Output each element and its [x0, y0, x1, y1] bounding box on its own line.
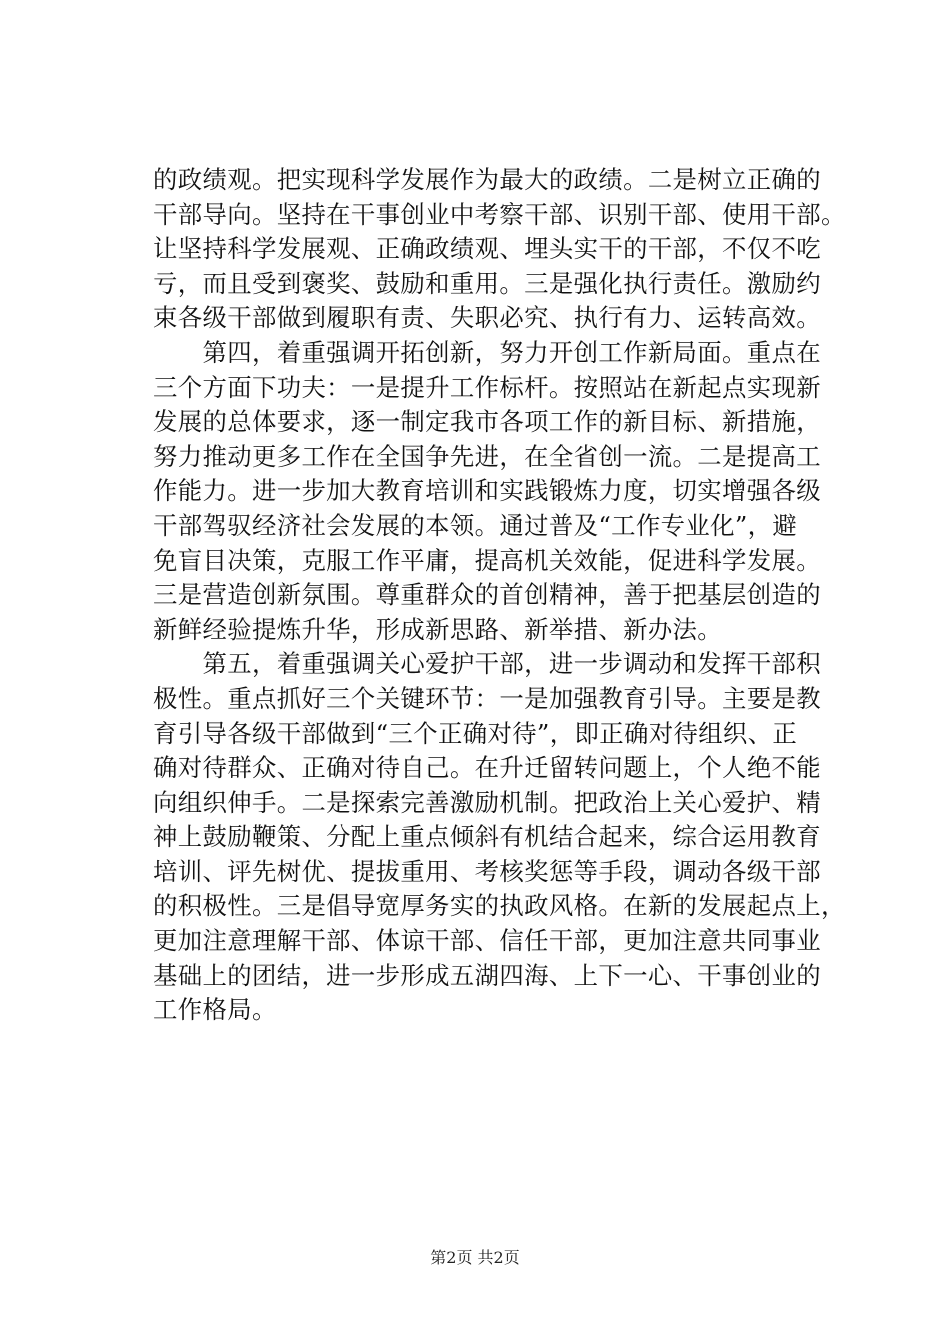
text-line: 第四，着重强调开拓创新，努力开创工作新局面。重点在: [153, 337, 821, 367]
body-text: [153, 163, 846, 1028]
text-line: 干部导向。坚持在干事创业中考察干部、识别干部、使用干部。: [153, 199, 846, 229]
text-line: 育引导各级干部做到“三个正确对待”，即正确对待组织、正: [153, 718, 798, 748]
text-line: 极性。重点抓好三个关键环节：一是加强教育引导。主要是教: [153, 683, 821, 713]
text-line: 第五，着重强调关心爱护干部，进一步调动和发挥干部积: [153, 649, 821, 679]
text-line: 作能力。进一步加大教育培训和实践锻炼力度，切实增强各级: [153, 476, 821, 506]
text-line: 束各级干部做到履职有责、失职必究、执行有力、运转高效。: [153, 303, 821, 333]
text-line: 神上鼓励鞭策、分配上重点倾斜有机结合起来，综合运用教育: [153, 822, 821, 852]
text-line: 三个方面下功夫：一是提升工作标杆。按照站在新起点实现新: [153, 372, 821, 402]
text-line: 确对待群众、正确对待自己。在升迁留转问题上，个人绝不能: [153, 753, 821, 783]
text-line: 努力推动更多工作在全国争先进，在全省创一流。二是提高工: [153, 441, 821, 471]
text-line: 亏，而且受到褒奖、鼓励和重用。三是强化执行责任。激励约: [153, 268, 821, 298]
text-line: 基础上的团结，进一步形成五湖四海、上下一心、干事创业的: [153, 960, 821, 990]
text-line: 免盲目决策，克服工作平庸，提高机关效能，促进科学发展。: [153, 545, 821, 575]
text-line: 工作格局。: [153, 995, 277, 1025]
page-footer: 第2页 共2页: [430, 1248, 520, 1267]
text-line: 发展的总体要求，逐一制定我市各项工作的新目标、新措施，: [153, 407, 821, 437]
text-line: 干部驾驭经济社会发展的本领。通过普及“工作专业化”，避: [153, 510, 798, 540]
text-line: 向组织伸手。二是探索完善激励机制。把政治上关心爱护、精: [153, 787, 821, 817]
text-line: 更加注意理解干部、体谅干部、信任干部，更加注意共同事业: [153, 926, 821, 956]
text-line: 新鲜经验提炼升华，形成新思路、新举措、新办法。: [153, 614, 723, 644]
text-line: 让坚持科学发展观、正确政绩观、埋头实干的干部，不仅不吃: [153, 234, 821, 264]
text-line: 培训、评先树优、提拔重用、考核奖惩等手段，调动各级干部: [153, 856, 821, 886]
text-line: 三是营造创新氛围。尊重群众的首创精神，善于把基层创造的: [153, 580, 821, 610]
text-line: 的政绩观。把实现科学发展作为最大的政绩。二是树立正确的: [153, 165, 821, 194]
text-line: 的积极性。三是倡导宽厚务实的执政风格。在新的发展起点上，: [153, 891, 846, 921]
